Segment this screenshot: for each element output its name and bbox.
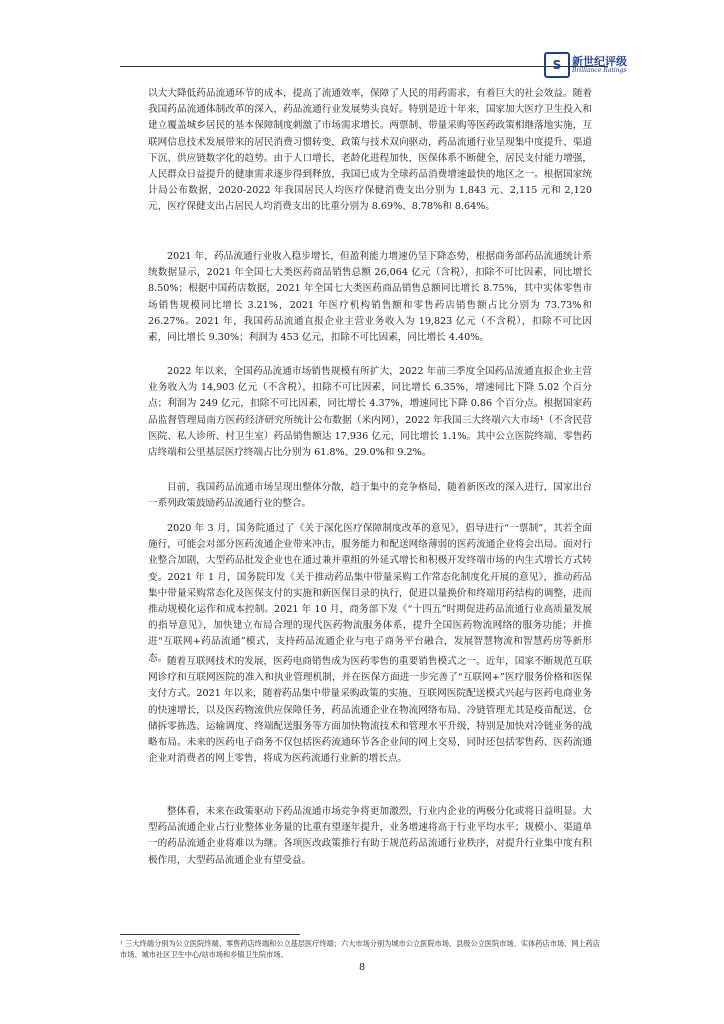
logo-chinese-name: 新世纪评级: [572, 55, 627, 68]
paragraph-7: 整体看，未来在政策驱动下药品流通市场竞争将更加激烈，行业内企业的两极分化或将日益明显。大型药品流通企业占行业整体业务量的比重有望逐年提升，业务增速将高于行业平均水平；规模小、渠道单一的药品流通企业将难以为继。各项医改政策推行有助于规范药品流通行业秩序，对提升行业集中度有积极作用，大型药品流通企业有望受益。: [148, 806, 592, 866]
paragraph-4: 目前，我国药品流通市场呈现出整体分散，趋于集中的竞争格局，随着新医改的深入进行，国家出台一系列政策鼓励药品流通行业的整合。: [148, 482, 592, 510]
company-logo: [544, 52, 627, 80]
paragraph-3: 2022 年以来，全国药品流通市场销售规模有所扩大，2022 年前三季度全国药品流通直报企业主营业务收入为 14,903 亿元（不含税），扣除不可比因素，同比增长 6.35%，增速同比下降 5.02 个百分点；利润为 249 亿元，扣除不可比因素，同比增长 4.37%，增速同比下降 0.86 个百分点。根据国家药品监督管理局南方医药经济研究所统计公布数据（米内网），2022 年我国三大终端六大市场¹（不含民营医院、私人诊所、村卫生室）药品销售额达 17,936 亿元，同比增长 1.1%。其中公立医院终端、零售药店终端和公里基层医疗终端占比分别为 61.8%、29.0%和 9.2%。: [148, 366, 592, 459]
paragraph-2: 2021 年，药品流通行业收入稳步增长，但盈利能力增速仍呈下降态势，根据商务部药品流通统计系统数据显示，2021 年全国七大类医药商品销售总额 26,064 亿元（含税），扣除不可比因素，同比增长 8.50%；根据中国药店数据，2021 年全国七大类医药商品销售总额同比增长 8.75%，其中实体零售市场销售规模同比增长 3.21%，2021 年医疗机构销售额和零售药店销售额占比分别为 73.73%和 26.27%。2021 年，我国药品流通直报企业主营业务收入为 19,823 亿元（不含税），扣除不可比因素，同比增长 9.30%；利润为 453 亿元，扣除不可比因素，同比增长 4.40%。: [148, 251, 592, 344]
logo-english-name: Brilliance Ratings: [572, 67, 627, 74]
footnote-rule: [120, 934, 300, 935]
logo-mark: S: [544, 52, 570, 78]
paragraph-5: 2020 年 3 月，国务院通过了《关于深化医疗保障制度改革的意见》，倡导进行“一票制”，其若全面施行，可能会对部分医药流通企业带来冲击，服务能力和配送网络薄弱的医药流通企业将会出局。面对行业整合加剧，大型药品批发企业也在通过兼并重组的外延式增长和积极开发终端市场的内生式增长方式转变。2021 年 1 月，国务院印发《关于推动药品集中带量采购工作常态化制度化开展的意见》，推动药品集中带量采购常态化及医保支付的实施和新医保目录的执行，促进以量换价和终端用药结构的调整，进而推动规模化运作和成本控制。2021 年 10 月，商务部下发《“十四五”时期促进药品流通行业高质量发展的指导意见》，加快建立布局合理的现代医药物流服务体系，提升全国医药物流网络的服务功能；并推进“互联网+药品流通”模式，支持药品流通企业与电子商务平台融合，发展智慧物流和智慧药房等新形态。: [148, 523, 592, 664]
paragraph-6: 随着互联网技术的发展，医药电商销售成为医药零售的重要销售模式之一。近年，国家不断规范互联网诊疗和互联网医院的准入和执业管理机制，并在医保方面进一步完善了“互联网+”医疗服务价格和医保支付方式。2021 年以来，随着药品集中带量采购政策的实施、互联网医院配送模式兴起与医药电商业务的快速增长，以及医药物流供应保障任务，药品流通企业在物流网络布局、冷链管理尤其是疫苗配送、仓储拆零拣选、运输调度、终端配送服务等方面加快物流技术和管理水平升级，特别是加快对冷链业务的战略布局。未来的医药电子商务不仅包括医药流通环节各企业间的网上交易，同时还包括零售药、医药流通企业对消费者的网上零售，将成为医药流通行业新的增长点。: [148, 656, 592, 765]
footnote: ¹ 三大终端分别为公立医院终端、零售药店终端和公立基层医疗终端；六大市场分别为城市公立医院市场、县级公立医院市场、实体药店市场、网上药店市场、城市社区卫生中心/站市场和乡镇卫生院市场。: [120, 939, 600, 959]
paragraph-1: 以大大降低药品流通环节的成本，提高了流通效率，保障了人民的用药需求，有着巨大的社会效益。随着我国药品流通体制改革的深入，药品流通行业发展势头良好。特别是近十年来，国家加大医疗卫生投入和建立覆盖城乡居民的基本保障制度刺激了市场需求增长。两票制、带量采购等医药政策相继落地实施，互联网信息技术发展带来的居民消费习惯转变，政策与技术双向驱动，药品流通行业呈现集中度提升、渠道下沉、供应链数字化的趋势。由于人口增长，老龄化进程加快，医保体系不断健全，居民支付能力增强，人民群众日益提升的健康需求逐步得到释放，我国已成为全球药品消费增速最快的地区之一。根据国家统计局公布数据，2020-2022 年我国居民人均医疗保健消费支出分别为 1,843 元、2,115 元和 2,120 元，医疗保健支出占居民人均消费支出的比重分别为 8.69%、8.78%和 8.64%。: [148, 88, 592, 213]
page-number: 8: [358, 962, 366, 973]
header-rule: [120, 66, 608, 67]
